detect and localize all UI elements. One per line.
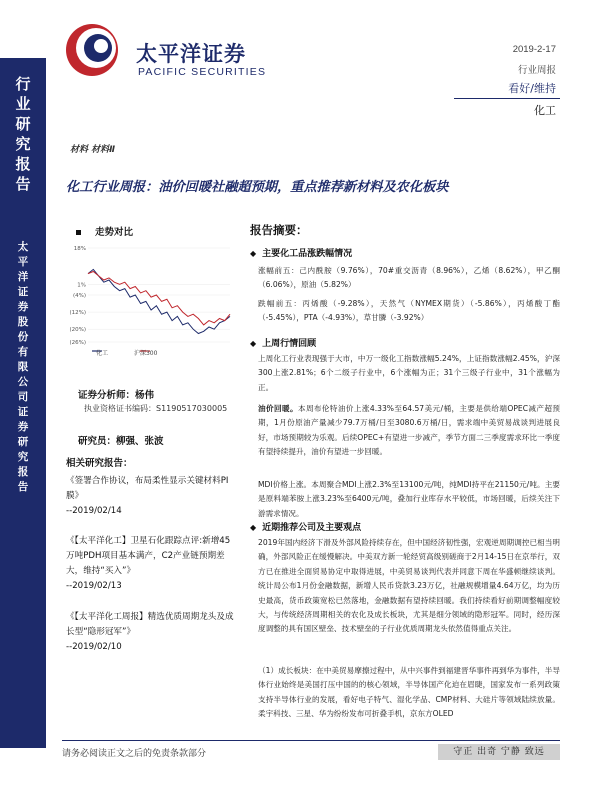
y-tick-label: (12%) (69, 310, 86, 317)
diamond-bullet-icon: ◆ (250, 249, 257, 258)
report-title: 化工行业周报：油价回暖社融超预期，重点推荐新材料及农化板块 (66, 180, 449, 195)
y-tick-label: 1% (77, 282, 86, 289)
related-report: 《签署合作协议，布局柔性显示关键材料PI膜》 --2019/02/14 (66, 476, 229, 516)
diamond-bullet-icon: ◆ (250, 339, 257, 348)
y-tick-label: (4%) (72, 293, 86, 299)
market-review: 上周化工行业表现强于大市，中万一级化工指数涨幅5.24%，上证指数涨幅2.45%，沪深300上涨2.81%；6个二级子行业中，6个涨幅为正；31个三级子行业中，31个涨幅为正。 (258, 354, 560, 392)
rating: 看好/维持 (508, 82, 556, 95)
top-gainers: 涨幅前五：己内酰胺（9.76%），70#重交沥青（8.96%），乙烯（8.62%），甲乙酮（6.06%），原油（5.82%） (258, 266, 560, 290)
growth-sector-paragraph: （1）成长板块：在中美贸易摩擦过程中，从中兴事件到福建晋华事件再到华为事件，半导体行业始终是美国打压中国的的核心领域，半导体国产化迫在眉睫，国家发布一系列政策支持半导体行业的发展，看好电子特气、湿化学品、CMP材料、大硅片等领域陆续放量。柔宇科技、三星、华为纷纷发布可折叠手机，京东方OLED (258, 666, 560, 719)
related-report: 《【太平洋化工周报】精选优质周期龙头及成长型“隐形冠军”》 --2019/02/10 (66, 612, 234, 652)
legend-item: 沪深300 (133, 350, 158, 357)
company-slogan: 守正 出奇 宁静 致远 (438, 744, 560, 760)
related-report: 《【太平洋化工】卫星石化跟踪点评:新增45万吨PDH项目基本满产，C2产业链预期差大，维持“买入”》 --2019/02/13 (66, 536, 231, 591)
company-name-en: PACIFIC SECURITIES (138, 66, 267, 78)
sub-category: 材料 材料Ⅱ (70, 145, 116, 155)
trend-chart (62, 242, 234, 362)
company-logo (62, 22, 132, 78)
recommendation-paragraph: 2019年国内经济下滑及外部风险持续存在，但中国经济韧性强，宏观逆周期调控已相当明确，外部风险正在缓慢解决。中美双方新一轮经贸高级别磋商于2月14-15日在京举行，双方已在推进全面贸易协定中取得进展，中美贸易谈判代表并同意下周在华盛顿继续谈判。统计局公布1月份金融数据，新增人民币贷款3.23万亿，社融规模增量4.64万亿，均为历史最高，货币政策宽松已然落地，金融数据有望持续回暖。我们持续看好前期调整幅度较大，与传统经济周期相关的农化及成长板块，尤其是细分领域的隐形冠军。同时，经历深度调整的具有国区壁垒、技术壁垒的子行业优质周期龙头依然值得重点关注。 (258, 538, 560, 634)
related-reports-label: 相关研究报告： (66, 458, 133, 469)
footer-divider (62, 740, 560, 741)
header-divider (454, 98, 560, 99)
series-line (88, 269, 230, 333)
disclaimer-note: 请务必阅读正文之后的免责条款部分 (62, 749, 207, 759)
report-type: 行业周报 (517, 65, 556, 76)
y-tick-label: (20%) (69, 327, 86, 334)
trend-section-title: 走势对比 (76, 224, 133, 238)
researchers: 研究员：柳强、张波 (78, 436, 164, 447)
side-label-company: 太平洋证券股份有限公司证券研究报告 (17, 241, 29, 493)
sector: 化工 (534, 104, 556, 117)
top-losers: 跌幅前五：丙烯酸（-9.28%），天然气（NYMEX期货）（-5.86%），丙烯酸丁酯（-5.45%），PTA（-4.93%），草甘膦（-3.92%） (258, 299, 560, 323)
oil-price-paragraph: 油价回暖。本周布伦特油价上涨4.33%至64.57美元/桶，主要是供给端OPEC减产超预期，1月份原油产量减少79.7万桶/日至3080.6万桶/日，需求端中美贸易战谈判进展良好，市场预期较为乐观。后续OPEC+有望进一步减产，季节方面二三季度需求环比一季度有望持续提升，油价有望进一步回暖。 (258, 404, 560, 457)
section-heading: ◆ 近期推荐公司及主要观点 (250, 523, 362, 533)
analyst-label: 证券分析师：杨伟 (78, 390, 155, 401)
square-bullet-icon (76, 230, 81, 235)
report-date: 2019-2-17 (512, 44, 556, 55)
side-label-top: 行业研究报告 (15, 75, 31, 193)
mdi-paragraph: MDI价格上涨。本周聚合MDI上涨2.3%至13100元/吨，纯MDI持平在21150元/吨。主要是原料端苯胺上涨3.23%至6400元/吨，叠加行业库存水平较低，市场回暖，后续关注下游需求情况。 (258, 480, 560, 518)
analyst-certificate: 执业资格证书编码：S1190517030005 (84, 404, 228, 413)
y-tick-label: 18% (73, 246, 86, 252)
legend-item: 化工 (96, 350, 109, 357)
section-heading: ◆ 上周行情回顾 (250, 339, 317, 349)
chart-legend (96, 348, 181, 357)
company-name-cn: 太平洋证券 (136, 42, 246, 66)
diamond-bullet-icon: ◆ (250, 523, 257, 532)
series-line (88, 272, 230, 325)
abstract-title: 报告摘要： (250, 223, 308, 237)
y-tick-label: (26%) (69, 340, 86, 346)
section-heading: ◆ 主要化工品涨跌幅情况 (250, 249, 353, 259)
